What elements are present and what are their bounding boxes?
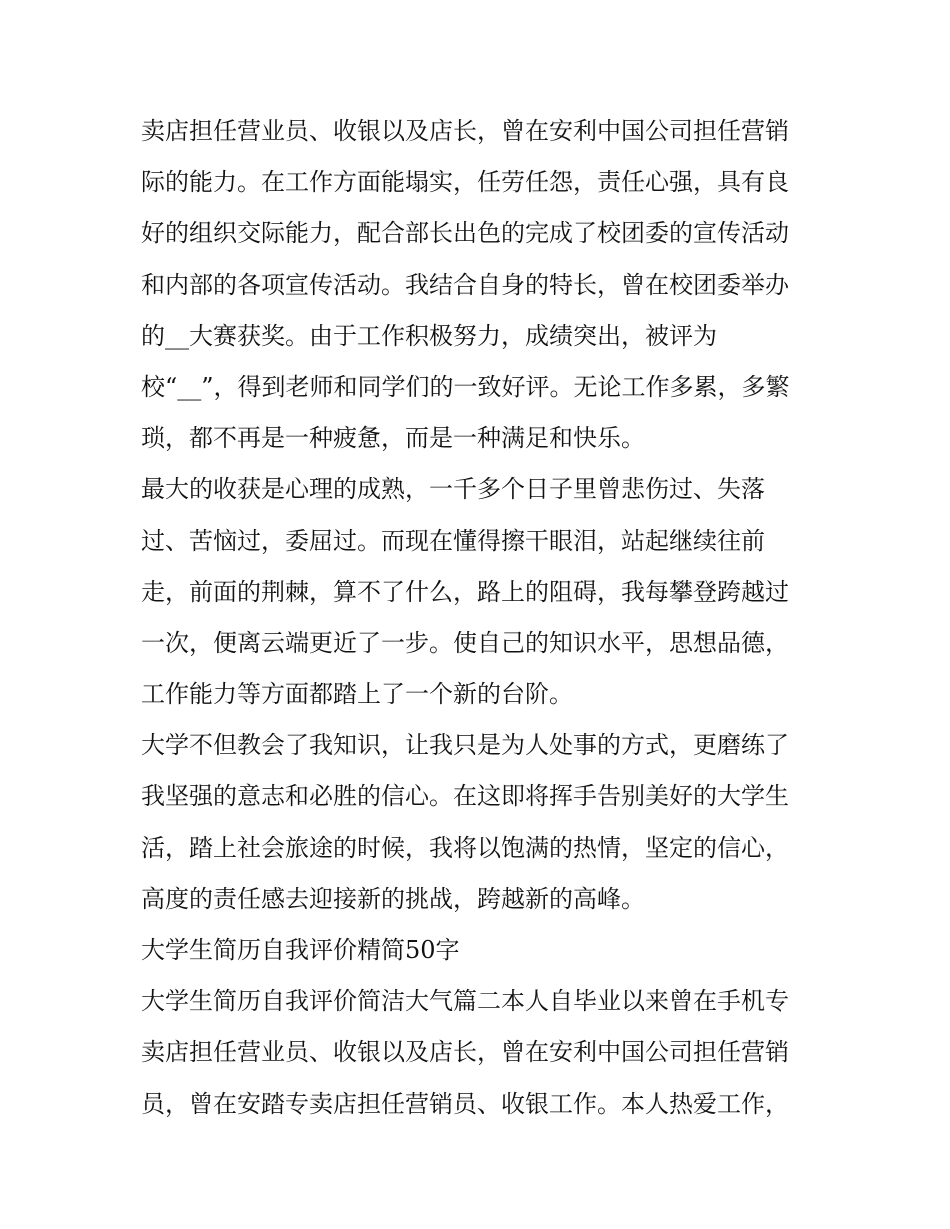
document-body [141, 106, 821, 1130]
section-heading: 大学生简历自我评价精简50字 [141, 936, 460, 964]
text-line: 大学不但教会了我知识，让我只是为人处事的方式，更磨练了 [141, 731, 789, 760]
text-line: 校“__”，得到老师和同学们的一致好评。无论工作多累，多繁 [141, 372, 790, 401]
text-line: 一次，便离云端更近了一步。使自己的知识水平，思想品德， [141, 628, 789, 657]
text-line: 我坚强的意志和必胜的信心。在这即将挥手告别美好的大学生 [141, 782, 789, 811]
text-line: 和内部的各项宣传活动。我结合自身的特长，曾在校团委举办 [141, 270, 789, 299]
text-line: 员，曾在安踏专卖店担任营销员、收银工作。本人热爱工作， [141, 1089, 789, 1118]
text-line: 卖店担任营业员、收银以及店长，曾在安利中国公司担任营销 [141, 117, 789, 145]
text-line: 好的组织交际能力，配合部长出色的完成了校团委的宣传活动 [141, 219, 789, 248]
text-line: 走，前面的荆棘，算不了什么，路上的阻碍，我每攀登跨越过 [141, 577, 789, 606]
text-line: 活，踏上社会旅途的时候，我将以饱满的热情，坚定的信心， [141, 833, 789, 862]
text-line: 高度的责任感去迎接新的挑战，跨越新的高峰。 [141, 884, 645, 913]
text-line: 过、苦恼过，委屈过。而现在懂得擦干眼泪，站起继续往前 [141, 526, 765, 555]
text-line: 卖店担任营业员、收银以及店长，曾在安利中国公司担任营销 [141, 1038, 789, 1067]
text-line: 工作能力等方面都踏上了一个新的台阶。 [141, 680, 573, 709]
text-line: 际的能力。在工作方面能塌实，任劳任怨，责任心强，具有良 [141, 168, 789, 197]
text-line: 琐，都不再是一种疲惫，而是一种满足和快乐。 [141, 424, 645, 453]
text-line: 大学生简历自我评价简洁大气篇二本人自毕业以来曾在手机专 [141, 987, 789, 1016]
text-line: 最大的收获是心理的成熟，一千多个日子里曾悲伤过、失落 [141, 475, 765, 504]
text-line: 的__大赛获奖。由于工作积极努力，成绩突出，被评为 [141, 321, 717, 350]
